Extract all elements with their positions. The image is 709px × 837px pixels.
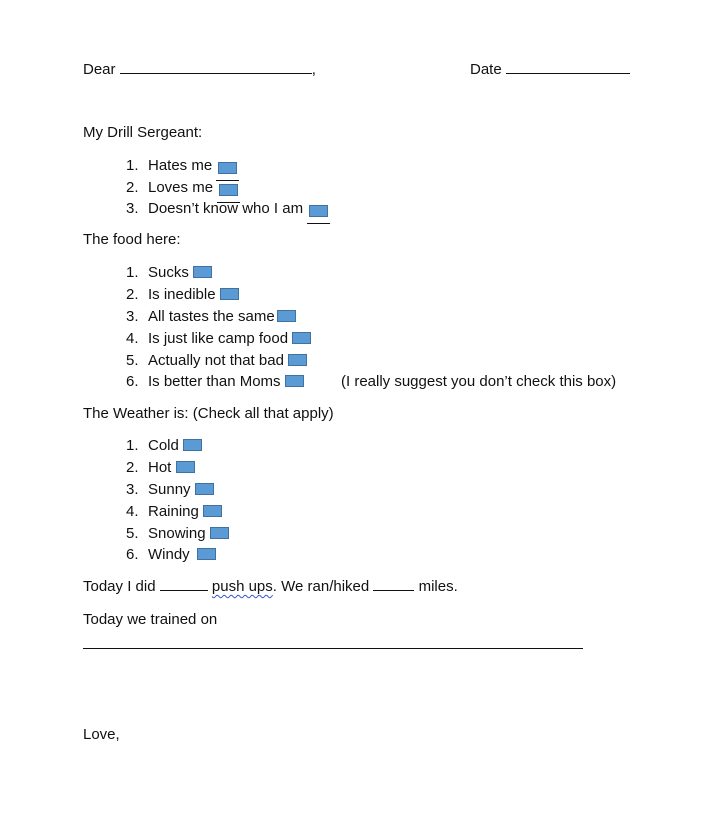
list-item [126,459,195,477]
item-label: Is better than Moms [148,373,281,390]
dear-line [83,61,316,79]
dear-name-blank[interactable] [120,61,312,74]
item-number: 2. [126,459,139,476]
list-item [126,546,216,564]
item-label: Loves me [148,179,214,196]
item-label: Doesn’t know who I am [148,200,304,217]
checkbox-underline [307,203,330,224]
checkbox-food-inedible[interactable] [220,288,239,300]
checkbox-weather-sunny[interactable] [195,483,214,495]
item-label: Cold [148,437,179,454]
date-line [470,61,630,79]
item-number: 5. [126,525,139,542]
miles-blank[interactable] [373,578,414,591]
checkbox-food-camp[interactable] [292,332,311,344]
list-item [126,373,304,391]
activities-line [83,578,458,596]
item-label: All tastes the same [148,308,275,325]
item-label: Sucks [148,264,189,281]
trained-blank[interactable] [83,648,583,649]
item-number: 4. [126,503,139,520]
pushups-blank[interactable] [160,578,208,591]
item-number: 3. [126,308,139,325]
checkbox-weather-hot[interactable] [176,461,195,473]
item-number: 3. [126,481,139,498]
checkbox-weather-snowing[interactable] [210,527,229,539]
checkbox-food-sucks[interactable] [193,266,212,278]
item-number: 2. [126,286,139,303]
item-label: Snowing [148,525,206,542]
item-number: 4. [126,330,139,347]
trained-label: Today we trained on [83,611,218,628]
list-item [126,525,229,543]
item-label: Actually not that bad [148,352,284,369]
list-item [126,308,296,326]
miles-suffix: miles. [418,578,458,595]
list-item [126,157,239,181]
drill-sergeant-heading: My Drill Sergeant: [83,124,203,141]
checkbox-weather-cold[interactable] [183,439,202,451]
item-label: Hot [148,459,172,476]
dear-label: Dear [83,61,116,78]
item-number: 3. [126,200,139,217]
list-item [126,200,330,224]
checkbox-loves-me[interactable] [219,184,238,196]
pushups-word: push ups [211,578,273,595]
weather-heading: The Weather is: (Check all that apply) [83,405,334,422]
checkbox-underline [216,160,239,181]
item-label: Raining [148,503,199,520]
list-item [126,330,311,348]
item-label: Sunny [148,481,191,498]
item-label: Is inedible [148,286,216,303]
item-label: Hates me [148,157,213,174]
closing-love: Love, [83,726,120,743]
checkbox-hates-me[interactable] [218,162,237,174]
item-number: 2. [126,179,139,196]
checkbox-food-not-bad[interactable] [288,354,307,366]
item-number: 5. [126,352,139,369]
date-label: Date [470,61,502,78]
list-item [126,481,214,499]
item-number: 6. [126,373,139,390]
list-item [126,437,202,455]
list-item [126,352,307,370]
item-number: 1. [126,264,139,281]
item-number: 1. [126,157,139,174]
item-label: Windy [148,546,190,563]
date-blank[interactable] [506,61,630,74]
list-item [126,264,212,282]
pushups-suffix: . We ran/hiked [272,578,370,595]
checkbox-weather-raining[interactable] [203,505,222,517]
item-label: Is just like camp food [148,330,289,347]
checkbox-doesnt-know-me[interactable] [309,205,328,217]
item-number: 6. [126,546,139,563]
item-number: 1. [126,437,139,454]
checkbox-food-better-than-moms[interactable] [285,375,304,387]
food-heading: The food here: [83,231,181,248]
list-item [126,286,239,304]
list-item [126,503,222,521]
food-note: (I really suggest you don’t check this box) [341,373,617,390]
dear-comma: , [311,61,316,78]
checkbox-food-same[interactable] [277,310,296,322]
pushups-prefix: Today I did [83,578,156,595]
checkbox-weather-windy[interactable] [197,548,216,560]
